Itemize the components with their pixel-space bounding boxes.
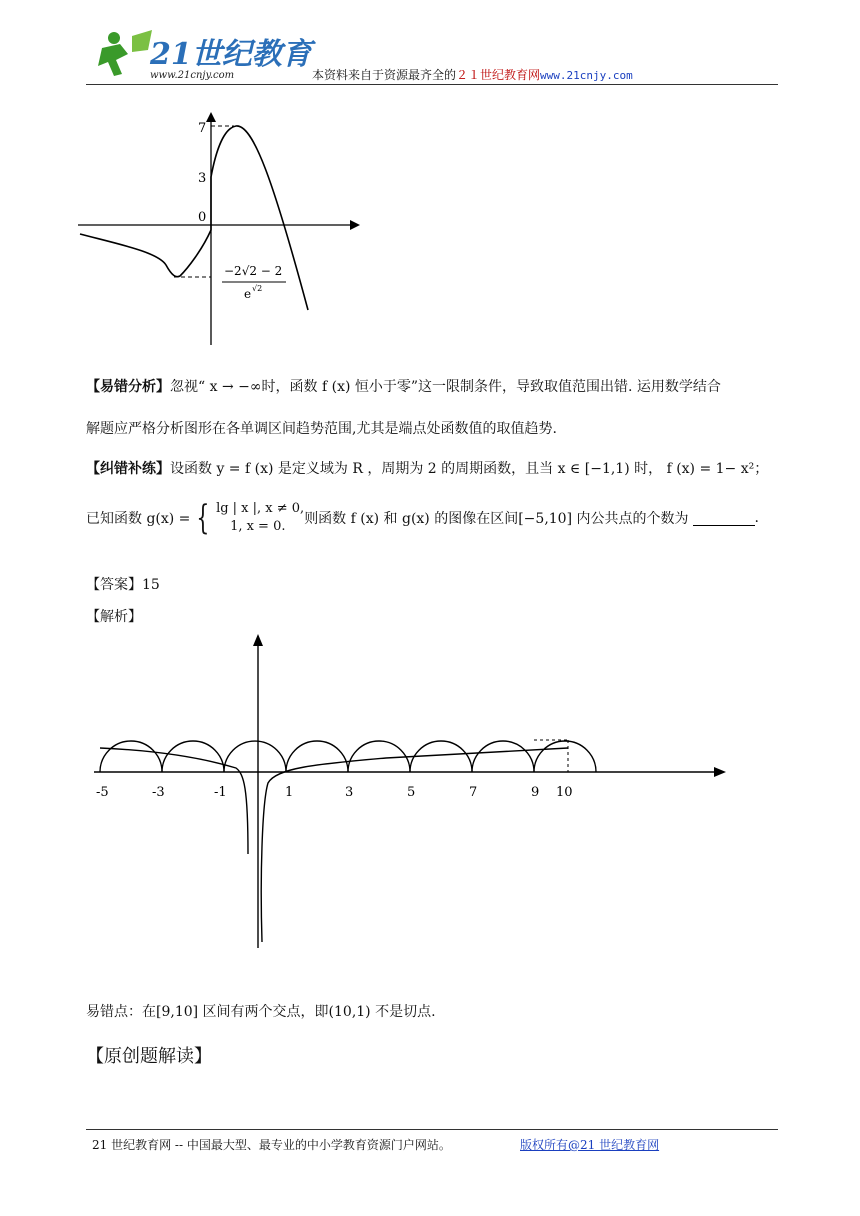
y-axis-arrow: [206, 112, 216, 122]
piecewise-cases: [216, 500, 304, 536]
header-source-url[interactable]: www.21cnjy.com: [540, 69, 633, 82]
analysis-text-a: 忽视“ x → −∞时，函数 f (x) 恒小于零”这一限制条件，导致取值范围出错. 运用数学结合: [170, 379, 721, 395]
tick-label: 9: [531, 785, 540, 800]
exercise-line-2: [86, 500, 759, 536]
analysis-line-1: [86, 376, 721, 396]
logo-url: www.21cnjy.com: [150, 70, 235, 81]
min-value-denominator: e: [244, 287, 252, 301]
function-graph-1: [78, 110, 378, 350]
tick-label: 3: [345, 785, 354, 800]
footer-rule: [86, 1129, 778, 1130]
exercise-line-1: [86, 458, 768, 478]
exercise-text-1: 设函数 y = f (x) 是定义域为 R ，周期为 2 的周期函数，且当 x ∈ [−1,1) 时， f (x) = 1− x²；: [170, 461, 769, 477]
header-rule: [86, 84, 778, 85]
x-axis-arrow: [350, 220, 360, 230]
case-2: 1, x = 0.: [230, 519, 286, 534]
log-curve-left: [100, 748, 248, 854]
min-value-numerator: −2√2 − 2: [224, 264, 283, 278]
tick-label: 1: [285, 785, 294, 800]
header-source-site[interactable]: ２１世纪教育网: [456, 68, 541, 82]
piecewise-brace: {: [196, 498, 210, 538]
answer-value: 15: [142, 577, 160, 593]
periodic-arcs: [100, 741, 596, 772]
tick-label: -1: [214, 785, 227, 800]
tick-label: -3: [152, 785, 165, 800]
error-note: 易错点：在[9,10] 区间有两个交点，即(10,1) 不是切点.: [86, 1004, 436, 1020]
case-1: lg | x |, x ≠ 0,: [216, 501, 305, 516]
analysis-line-2: 解题应严格分析图形在各单调区间趋势范围,尤其是端点处函数值的取值趋势.: [86, 421, 557, 437]
tick-label: 7: [469, 785, 478, 800]
tick-label: -5: [96, 785, 109, 800]
label-7: 7: [198, 121, 207, 136]
site-logo[interactable]: [92, 26, 312, 82]
header-source-prefix: 本资料来自于资源最齐全的: [312, 68, 457, 82]
runner-logo-icon: [92, 26, 312, 82]
x-axis-arrow: [714, 767, 726, 777]
g-definition-prefix: 已知函数 g(x) =: [86, 511, 191, 527]
answer-blank[interactable]: [693, 511, 755, 526]
exercise-end: .: [754, 510, 759, 526]
footer-copyright-link[interactable]: 版权所有@21 世纪教育网: [520, 1138, 660, 1152]
tick-labels: [96, 785, 573, 800]
exercise-tag: 【纠错补练】: [86, 461, 170, 477]
log-curve-right: [261, 748, 568, 942]
section-title: 【原创题解读】: [86, 1046, 212, 1067]
label-0: 0: [198, 210, 207, 225]
analysis-tag: 【易错分析】: [86, 379, 170, 395]
min-value-exponent: √2: [252, 284, 263, 293]
exercise-text-2: 则函数 f (x) 和 g(x) 的图像在区间[−5,10] 内公共点的个数为: [304, 511, 689, 527]
tick-label: 10: [556, 785, 573, 800]
function-graph-2: [86, 628, 736, 950]
answer-tag: 【答案】: [86, 577, 142, 593]
y-axis-arrow: [253, 634, 263, 646]
label-3: 3: [198, 171, 207, 186]
tick-label: 5: [407, 785, 416, 800]
solution-tag: 【解析】: [86, 609, 142, 625]
header-source: [312, 66, 633, 83]
answer-line: [86, 574, 160, 594]
footer-left: 21 世纪教育网 -- 中国最大型、最专业的中小学教育资源门户网站。: [92, 1138, 451, 1152]
logo-brand: 21世纪教育: [150, 37, 312, 72]
